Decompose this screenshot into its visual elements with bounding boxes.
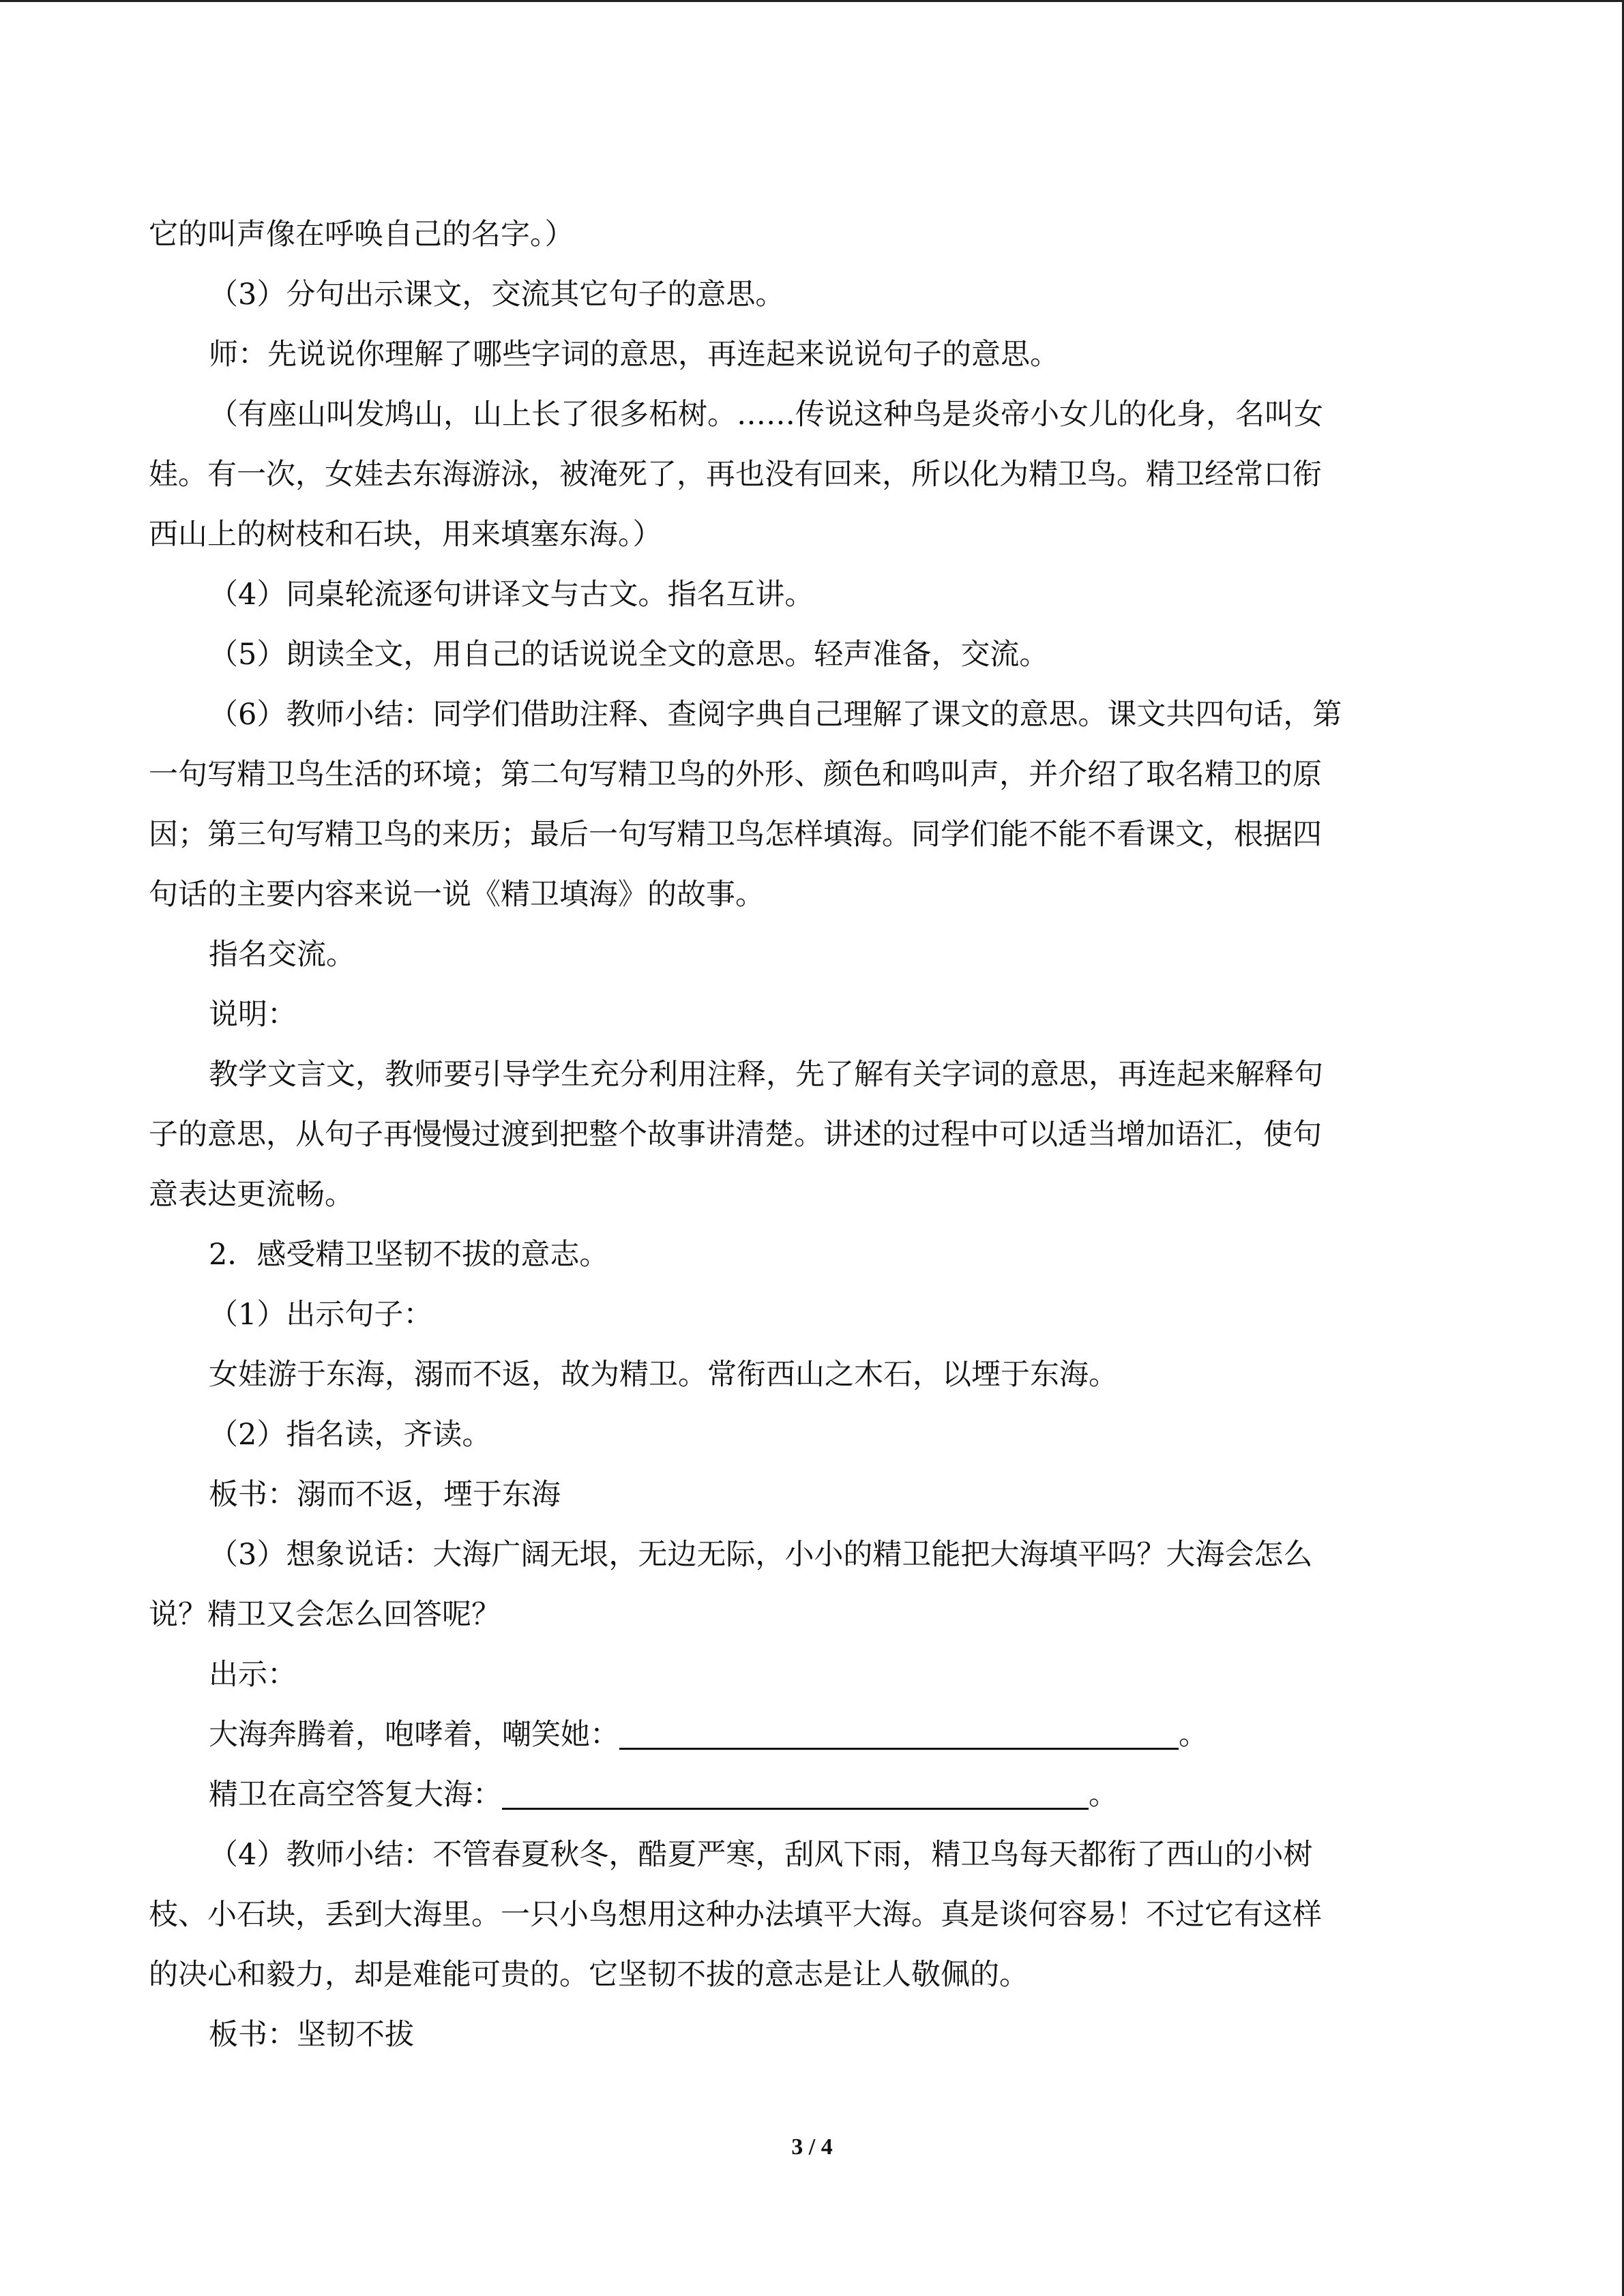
text-line: 子的意思，从句子再慢慢过渡到把整个故事讲清楚。讲述的过程中可以适当增加语汇，使句	[149, 1118, 1322, 1152]
fill-blank-end: 。	[1179, 1718, 1208, 1752]
text-line: 教学文言文，教师要引导学生充分利用注释，先了解有关字词的意思，再连起来解释句	[209, 1058, 1323, 1092]
text-line: 一句写精卫鸟生活的环境；第二句写精卫鸟的外形、颜色和鸣叫声，并介绍了取名精卫的原	[149, 758, 1322, 792]
text-line: （有座山叫发鸠山，山上长了很多柘树。……传说这种鸟是炎帝小女儿的化身，名叫女	[209, 398, 1323, 432]
text-line: （3）分句出示课文，交流其它句子的意思。	[209, 278, 785, 312]
text-line: （6）教师小结：同学们借助注释、查阅字典自己理解了课文的意思。课文共四句话，第	[209, 698, 1342, 732]
fill-blank-underline[interactable]	[619, 1720, 1179, 1750]
document-body	[149, 205, 1486, 2065]
text-line: 因；第三句写精卫鸟的来历；最后一句写精卫鸟怎样填海。同学们能不能不看课文，根据四	[149, 818, 1322, 852]
text-line: （3）想象说话：大海广阔无垠，无边无际，小小的精卫能把大海填平吗？大海会怎么	[209, 1538, 1313, 1572]
text-line: （4）教师小结：不管春夏秋冬，酷夏严寒，刮风下雨，精卫鸟每天都衔了西山的小树	[209, 1838, 1313, 1872]
text-line: 句话的主要内容来说一说《精卫填海》的故事。	[149, 878, 765, 912]
text-line: 说？精卫又会怎么回答呢？	[149, 1598, 501, 1632]
text-line: （1）出示句子：	[209, 1298, 433, 1332]
text-line: 的决心和毅力，却是难能可贵的。它坚韧不拔的意志是让人敬佩的。	[149, 1958, 1029, 1992]
fill-blank-line-1	[149, 1705, 1486, 1765]
text-line: 指名交流。	[209, 938, 355, 972]
text-line: 出示：	[209, 1658, 297, 1692]
quoted-sentence: 女娃游于东海，溺而不返，故为精卫。常衔西山之木石，以堙于东海。	[209, 1358, 1118, 1392]
fill-blank-prompt: 大海奔腾着，咆哮着，嘲笑她：	[209, 1718, 619, 1752]
fill-blank-prompt: 精卫在高空答复大海：	[209, 1778, 502, 1812]
text-line: （4）同桌轮流逐句讲译文与古文。指名互讲。	[209, 578, 814, 612]
text-line: 说明：	[209, 998, 297, 1032]
text-line: 枝、小石块，丢到大海里。一只小鸟想用这种办法填平大海。真是谈何容易！不过它有这样	[149, 1898, 1322, 1932]
text-line: 西山上的树枝和石块，用来填塞东海。）	[149, 518, 662, 552]
fill-blank-line-2	[149, 1765, 1486, 1825]
section-heading: 2．感受精卫坚韧不拔的意志。	[209, 1238, 609, 1272]
text-line: 娃。有一次，女娃去东海游泳，被淹死了，再也没有回来，所以化为精卫鸟。精卫经常口衔	[149, 458, 1322, 492]
text-line: 意表达更流畅。	[149, 1178, 354, 1212]
text-line: 它的叫声像在呼唤自己的名字。）	[149, 218, 574, 252]
page-number: 3 / 4	[791, 2134, 833, 2160]
fill-blank-end: 。	[1089, 1778, 1118, 1812]
text-line: （2）指名读，齐读。	[209, 1418, 492, 1452]
board-writing: 板书：溺而不返，堙于东海	[209, 1478, 561, 1512]
board-writing: 板书：坚韧不拔	[209, 2018, 414, 2052]
text-line: 师：先说说你理解了哪些字词的意思，再连起来说说句子的意思。	[209, 338, 1059, 372]
page-border-top	[0, 0, 1624, 2]
fill-blank-underline[interactable]	[502, 1780, 1089, 1810]
text-line: （5）朗读全文，用自己的话说说全文的意思。轻声准备，交流。	[209, 638, 1049, 672]
